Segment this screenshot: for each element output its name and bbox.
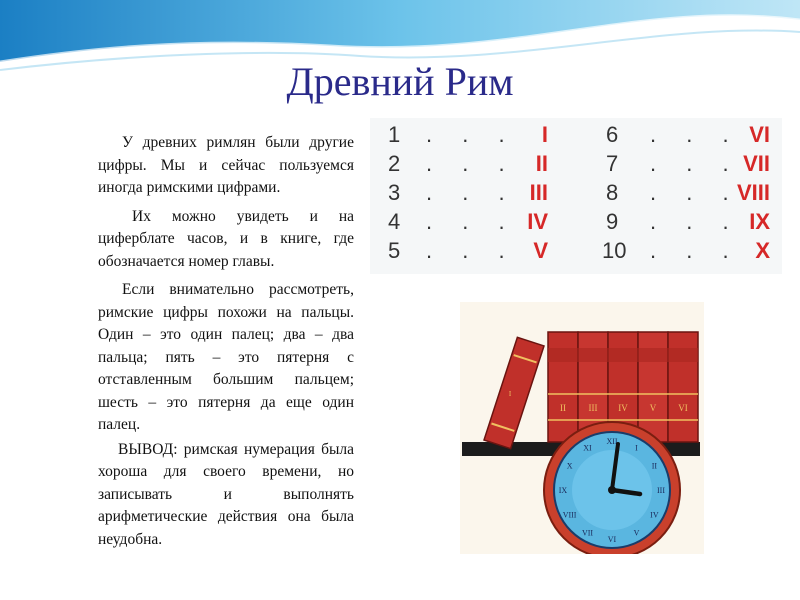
spine-label-3: III (588, 403, 598, 413)
spine-label-1: I (508, 390, 512, 398)
dots-4: . . . (426, 209, 517, 234)
dots-8: . . . (650, 180, 741, 205)
arabic-5: 5 (388, 238, 401, 263)
roman-7: VII (743, 151, 770, 176)
clock-numeral: XII (606, 437, 618, 446)
spine-label-4: IV (618, 403, 628, 413)
clock-numeral: VIII (562, 510, 577, 520)
paragraph-usage: Их можно увидеть и на циферблате часов, и в книге, где обозначается номер главы. (98, 207, 354, 270)
arabic-4: 4 (388, 209, 401, 234)
dots-9: . . . (650, 209, 741, 234)
spine-label-6: VI (678, 403, 688, 413)
arabic-7: 7 (606, 151, 619, 176)
arabic-8: 8 (606, 180, 619, 205)
clock-numeral: XI (583, 443, 592, 453)
spine-label-2: II (560, 403, 566, 413)
roman-6: VI (749, 122, 770, 147)
arabic-2: 2 (388, 151, 401, 176)
clock-numeral: III (657, 486, 665, 495)
dots-6: . . . (650, 122, 741, 147)
arabic-9: 9 (606, 209, 619, 234)
roman-9: IX (749, 209, 770, 234)
roman-10: X (755, 238, 770, 263)
paragraph-intro: У древних римлян были другие цифры. Мы и сейчас пользуемся иногда римскими цифрами. (98, 134, 354, 196)
paragraph-conclusion: ВЫВОД: римская нумерация была хороша для своего времени, но записывать и выполнять арифметические действия она была неудобна. (98, 440, 354, 548)
roman-3: III (529, 180, 548, 205)
roman-2: II (535, 151, 548, 176)
dots-10: . . . (650, 238, 741, 263)
roman-5: V (533, 238, 548, 263)
dots-5: . . . (426, 238, 517, 263)
slide-title: Древний Рим (286, 59, 514, 104)
clock-numeral: II (651, 461, 658, 471)
clock-numeral: V (633, 528, 640, 538)
dots-3: . . . (426, 180, 517, 205)
roman-4: IV (527, 209, 548, 234)
clock-numeral: VI (607, 535, 617, 544)
dots-2: . . . (426, 151, 517, 176)
clock-numeral: X (566, 461, 573, 471)
clock-numeral: I (635, 443, 638, 453)
arabic-10: 10 (602, 238, 627, 263)
clock-numeral: VII (581, 528, 594, 538)
dots-1: . . . (426, 122, 517, 147)
arabic-1: 1 (388, 122, 401, 147)
roman-8: VIII (736, 180, 770, 205)
clock (544, 422, 680, 554)
arabic-6: 6 (606, 122, 619, 147)
paragraph-fingers: Если внимательно рассмотреть, римские цифры похожи на пальцы. Один – это один палец; два – два пальца; пять – это пятерня с отставленным большим пальцем; шесть – это пятерня да еще один палец. (98, 281, 354, 433)
clock-numeral: IX (558, 486, 568, 495)
spine-label-5: V (649, 403, 657, 413)
books-and-clock-illustration (460, 302, 704, 554)
numeral-table (370, 118, 782, 274)
roman-1: I (541, 122, 548, 147)
dots-7: . . . (650, 151, 741, 176)
arabic-3: 3 (388, 180, 401, 205)
clock-numeral: IV (650, 510, 659, 520)
body-text (98, 132, 354, 551)
